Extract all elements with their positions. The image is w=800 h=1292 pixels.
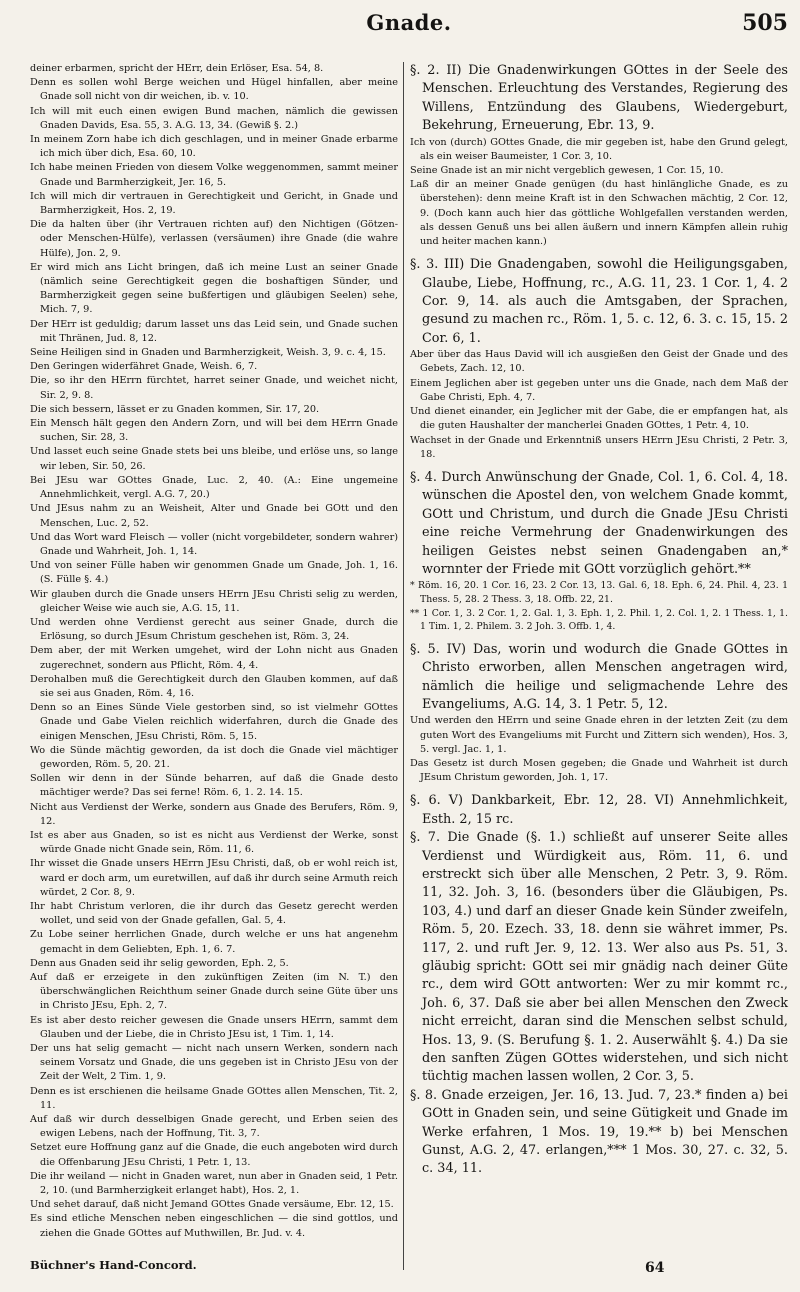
section-2: §. 2. II) Die Gnadenwirkungen GOttes in der Seele des Menschen. Erleuchtung des Verstandes, Regierung des Willens, Entzündung des Glaubens, Wiedergeburt, Bekehrung, Erneuerung, Ebr. 13, 9. xyxy=(410,63,788,134)
citation-entry: Und das Wort ward Fleisch — voller (nicht vorgebildeter, sondern wahrer) Gnade und Wahrheit, Joh. 1, 14. xyxy=(30,531,398,557)
citation-entry: Zu Lobe seiner herrlichen Gnade, durch welche er uns hat angenehm gemacht in dem Geliebten, Eph. 1, 6. 7. xyxy=(30,929,398,955)
citation-entry: Seine Gnade ist an mir nicht vergeblich gewesen, 1 Cor. 15, 10. xyxy=(410,165,724,177)
citation-entry: Den Geringen widerfähret Gnade, Weish. 6, 7. xyxy=(30,361,258,373)
section-4: §. 4. Durch Anwünschung der Gnade, Col. 1, 6. Col. 4, 18. wünschen die Apostel den, von welchem Gnade kommt, GOtt und Christum, und durch die Gnade JEsu Christi eine reiche Vermehrung der Gnadenwirkungen des heiligen Geistes nebst seinen Gnadengaben an,* wornnter der Friede mit GOtt vorzüglich gehört.** xyxy=(410,469,788,577)
citation-entry: Auf daß er erzeigete in den zukünftigen Zeiten (im N. T.) den überschwänglichen Reichthum seiner Gnade durch seine Güte über uns in Christo JEsu, Eph. 2, 7. xyxy=(30,972,398,1012)
citation-entry: Es ist aber desto reicher gewesen die Gnade unsers HErrn, sammt dem Glauben und der Liebe, die in Christo JEsu ist, 1 Tim. 1, 14. xyxy=(30,1014,398,1040)
citation-entry: Wir glauben durch die Gnade unsers HErrn JEsu Christi selig zu werden, gleicher Weise wie auch sie, A.G. 15, 11. xyxy=(30,588,398,614)
citation-entry: Ist es aber aus Gnaden, so ist es nicht aus Verdienst der Werke, sonst würde Gnade nicht Gnade sein, Röm. 11, 6. xyxy=(30,829,398,856)
citation-entry: Und von seiner Fülle haben wir genommen Gnade um Gnade, Joh. 1, 16. (S. Fülle §. 4.) xyxy=(30,560,398,586)
citation-entry: Die, so ihr den HErrn fürchtet, harret seiner Gnade, und weichet nicht, Sir. 2, 9. 8. xyxy=(30,375,398,401)
citation-entry: Ihr wisset die Gnade unsers HErrn JEsu Christi, daß, ob er wohl reich ist, ward er doch arm, um euretwillen, auf daß ihr durch seine Armuth reich würdet, 2 Cor. 8, 9. xyxy=(30,858,398,898)
citation-entry: Ich will mich dir vertrauen in Gerechtigkeit und Gericht, in Gnade und Barmherzigkeit, Hos. 2, 19. xyxy=(30,190,398,217)
citation-entry: Dem aber, der mit Werken umgehet, wird der Lohn nicht aus Gnaden zugerechnet, sondern aus Pflicht, Röm. 4, 4. xyxy=(30,645,398,671)
citation-entry: Der HErr ist geduldig; darum lasset uns das Leid sein, und Gnade suchen mit Thränen, Jud. 8, 12. xyxy=(30,318,398,344)
citation-entry: Seine Heiligen sind in Gnaden und Barmherzigkeit, Weish. 3, 9. c. 4, 15. xyxy=(30,347,386,359)
citation-entry: Und JEsus nahm zu an Weisheit, Alter und Gnade bei GOtt und den Menschen, Luc. 2, 52. xyxy=(30,503,398,529)
citation-entry: In meinem Zorn habe ich dich geschlagen, und in meiner Gnade erbarme ich mich über dich, Esa. 60, 10. xyxy=(30,134,398,160)
section-2-references xyxy=(410,136,788,250)
citation-entry: Nicht aus Verdienst der Werke, sondern aus Gnade des Berufers, Röm. 9, 12. xyxy=(30,801,398,827)
section-3-references xyxy=(410,348,788,462)
running-header xyxy=(30,10,788,44)
citation-entry: Und dienet einander, ein Jeglicher mit der Gabe, die er empfangen hat, als die guten Haushalter der mancherlei Gnaden GOttes, 1 Petr. 4, 10. xyxy=(410,406,788,432)
citation-entry: Denn es ist erschienen die heilsame Gnade GOttes allen Menschen, Tit. 2, 11. xyxy=(30,1085,398,1111)
right-column xyxy=(410,62,788,1179)
citation-entry: Wachset in der Gnade und Erkenntniß unsers HErrn JEsu Christi, 2 Petr. 3, 18. xyxy=(410,434,788,460)
section-3: §. 3. III) Die Gnadengaben, sowohl die Heiligungsgaben, Glaube, Liebe, Hoffnung, rc., A.G. 11, 23. 1 Cor. 1, 4. 2 Cor. 9, 14. als auch die Amtsgaben, der Sprachen, gesund zu machen rc., Röm. 1, 5. c. 12, 6. 3. c. 15, 15. 2 Cor. 6, 1. xyxy=(410,257,788,346)
column-divider xyxy=(403,62,404,1270)
citation-entry: Ich will mit euch einen ewigen Bund machen, nämlich die gewissen Gnaden Davids, Esa. 55, 3. A.G. 13, 34. (Gewiß §. 2.) xyxy=(30,105,398,131)
citation-entry: Ich habe meinen Frieden von diesem Volke weggenommen, sammt meiner Gnade und Barmherzigkeit, Jer. 16, 5. xyxy=(30,162,398,188)
section-5-references xyxy=(410,714,788,785)
footer-source: Büchner's Hand-Concord. xyxy=(30,1258,197,1272)
page-title: Gnade. xyxy=(366,10,452,35)
citation-entry: Die ihr weiland — nicht in Gnaden waret, nun aber in Gnaden seid, 1 Petr. 2, 10. (und Barmherzigkeit erlanget habt), Hos. 2, 1. xyxy=(30,1170,398,1197)
citation-entry: Das Gesetz ist durch Mosen gegeben; die Gnade und Wahrheit ist durch JEsum Christum geworden, Joh. 1, 17. xyxy=(410,757,788,784)
citation-entry: Einem Jeglichen aber ist gegeben unter uns die Gnade, nach dem Maß der Gabe Christi, Eph. 4, 7. xyxy=(410,377,788,403)
citation-entry: Denn so an Eines Sünde Viele gestorben sind, so ist vielmehr GOttes Gnade und Gabe Vielen reichlich widerfahren, durch die Gnade des einigen Menschen, JEsu Christi, Röm. 5, 15. xyxy=(30,702,398,742)
citation-entry: Er wird mich ans Licht bringen, daß ich meine Lust an seiner Gnade (nämlich seine Gerechtigkeit gegen die boshaftigen Sünder, und Barmherzigkeit gegen seine bußfertigen und gläubigen Seelen) sehe, Mich. 7, 9. xyxy=(30,261,398,316)
section-5: §. 5. IV) Das, worin und wodurch die Gnade GOttes in Christo erworben, allen Menschen angetragen wird, nämlich die heilige und seligmachende Lehre des Evangeliums, A.G. 14, 3. 1 Petr. 5, 12. xyxy=(410,641,788,712)
footnote-2: ** 1 Cor. 1, 3. 2 Cor. 1, 2. Gal. 1, 3. Eph. 1, 2. Phil. 1, 2. Col. 1, 2. 1 Thess. 1, 1. 1 Tim. 1, 2. Philem. 3. 2 Joh. 3. Offb. 1, 4. xyxy=(410,607,788,633)
footnote-1: * Röm. 16, 20. 1 Cor. 16, 23. 2 Cor. 13, 13. Gal. 6, 18. Eph. 6, 24. Phil. 4, 23. 1 Thess. 5, 28. 2 Thess. 3, 18. Offb. 22, 21. xyxy=(410,580,788,605)
citation-entry: Wo die Sünde mächtig geworden, da ist doch die Gnade viel mächtiger geworden, Röm. 5, 20. 21. xyxy=(30,744,398,770)
citation-entry: Und werden ohne Verdienst gerecht aus seiner Gnade, durch die Erlösung, so durch JEsum Christum geschehen ist, Röm. 3, 24. xyxy=(30,616,398,643)
citation-entry: Sollen wir denn in der Sünde beharren, auf daß die Gnade desto mächtiger werde? Das sei ferne! Röm. 6, 1. 2. 14. 15. xyxy=(30,773,398,799)
citation-entry: Der uns hat selig gemacht — nicht nach unsern Werken, sondern nach seinem Vorsatz und Gnade, die uns gegeben ist in Christo JEsu von der Zeit der Welt, 2 Tim. 1, 9. xyxy=(30,1043,398,1083)
signature-mark: 64 xyxy=(645,1260,665,1276)
citation-entry: deiner erbarmen, spricht der HErr, dein Erlöser, Esa. 54, 8. xyxy=(30,63,324,74)
citation-entry: Die sich bessern, lässet er zu Gnaden kommen, Sir. 17, 20. xyxy=(30,403,320,415)
citation-entry: Derohalben muß die Gerechtigkeit durch den Glauben kommen, auf daß sie sei aus Gnaden, Röm. 4, 16. xyxy=(30,673,398,699)
citation-entry: Die da halten über (ihr Vertrauen richten auf) den Nichtigen (Götzen- oder Menschen-Hülfe), verlassen (versäumen) ihre Gnade (die wahre Hülfe), Jon. 2, 9. xyxy=(30,219,398,259)
section-8: §. 8. Gnade erzeigen, Jer. 16, 13. Jud. 7, 23.* finden a) bei GOtt in Gnaden sein, und seine Gütigkeit und Gnade im Werke erfahren, 1 Mos. 19, 19.** b) bei Menschen Gunst, A.G. 2, 47. erlangen,*** 1 Mos. 30, 27. c. 32, 5. c. 34, 11. xyxy=(410,1087,788,1177)
citation-entry: Setzet eure Hoffnung ganz auf die Gnade, die euch angeboten wird durch die Offenbarung JEsu Christi, 1 Petr. 1, 13. xyxy=(30,1142,398,1168)
citation-entry: Denn aus Gnaden seid ihr selig geworden, Eph. 2, 5. xyxy=(30,957,289,969)
citation-entry: Ich von (durch) GOttes Gnade, die mir gegeben ist, habe den Grund gelegt, als ein weiser Baumeister, 1 Cor. 3, 10. xyxy=(410,136,788,162)
citation-entry: Und werden den HErrn und seine Gnade ehren in der letzten Zeit (zu dem guten Wort des Evangeliums mit Furcht und Zittern sich wenden), Hos. 3, 5. vergl. Jac. 1, 1. xyxy=(410,715,788,755)
citation-entry: Denn es sollen wohl Berge weichen und Hügel hinfallen, aber meine Gnade soll nicht von dir weichen, ib. v. 10. xyxy=(30,77,398,103)
section-7: §. 7. Die Gnade (§. 1.) schließt auf unserer Seite alles Verdienst und Würdigkeit aus, Röm. 11, 6. und erstreckt sich über alle Menschen, 2 Petr. 3, 9. Röm. 11, 32. Joh. 3, 16. (besonders über die Gläubigen, Ps. 103, 4.) und darf an dieser Gnade kein Sünder zweifeln, Röm. 5, 20. Ezech. 33, 18. denn sie währet immer, Ps. 117, 2. und ruft Jer. 9, 12. 13. Wer also aus Ps. 51, 3. gläubig spricht: GOtt sei mir gnädig nach deiner Güte rc., dem wird GOtt antworten: Wer zu mir kommt rc., Joh. 6, 37. Daß sie aber bei allen Menschen den Zweck nicht erreicht, daran sind die Menschen selbst schuld, Hos. 13, 9. (S. Berufung §. 1. 2. Auserwählt §. 4.) Da sie den sanften Zügen GOttes widerstehen, und sich nicht tüchtig machen lassen wollen, 2 Cor. 3, 5. xyxy=(410,830,788,1085)
citation-entry: Bei JEsu war GOttes Gnade, Luc. 2, 40. (A.: Eine ungemeine Annehmlichkeit, vergl. A.G. 7, 20.) xyxy=(30,474,398,501)
left-column xyxy=(30,62,398,1241)
citation-entry: Ein Mensch hält gegen den Andern Zorn, und will bei dem HErrn Gnade suchen, Sir. 28, 3. xyxy=(30,418,398,444)
citation-entry: Und sehet darauf, daß nicht Jemand GOttes Gnade versäume, Ebr. 12, 15. xyxy=(30,1199,394,1211)
page-number: 505 xyxy=(742,10,788,36)
citation-entry: Auf daß wir durch desselbigen Gnade gerecht, und Erben seien des ewigen Lebens, nach der Hoffnung, Tit. 3, 7. xyxy=(30,1114,398,1140)
section-6: §. 6. V) Dankbarkeit, Ebr. 12, 28. VI) Annehmlichkeit, Esth. 2, 15 rc. xyxy=(410,793,788,827)
citation-entry: Und lasset euch seine Gnade stets bei uns bleibe, und erlöse uns, so lange wir leben, Sir. 50, 26. xyxy=(30,446,398,472)
citation-entry: Aber über das Haus David will ich ausgießen den Geist der Gnade und des Gebets, Zach. 12, 10. xyxy=(410,349,788,375)
citation-entry: Ihr habt Christum verloren, die ihr durch das Gesetz gerecht werden wollet, und seid von der Gnade gefallen, Gal. 5, 4. xyxy=(30,900,398,927)
citation-entry: Es sind etliche Menschen neben eingeschlichen — die sind gottlos, und ziehen die Gnade GOttes auf Muthwillen, Br. Jud. v. 4. xyxy=(30,1213,398,1239)
citation-entry: Laß dir an meiner Gnade genügen (du hast hinlängliche Gnade, es zu überstehen): denn meine Kraft ist in den Schwachen mächtig, 2 Cor. 12, 9. (Doch kann auch hier das göttliche Wohlgefallen verstanden werden, als dessen Genuß uns bei allen äußern und innern Kämpfen allein ruhig und heiter machen kann.) xyxy=(410,179,788,248)
